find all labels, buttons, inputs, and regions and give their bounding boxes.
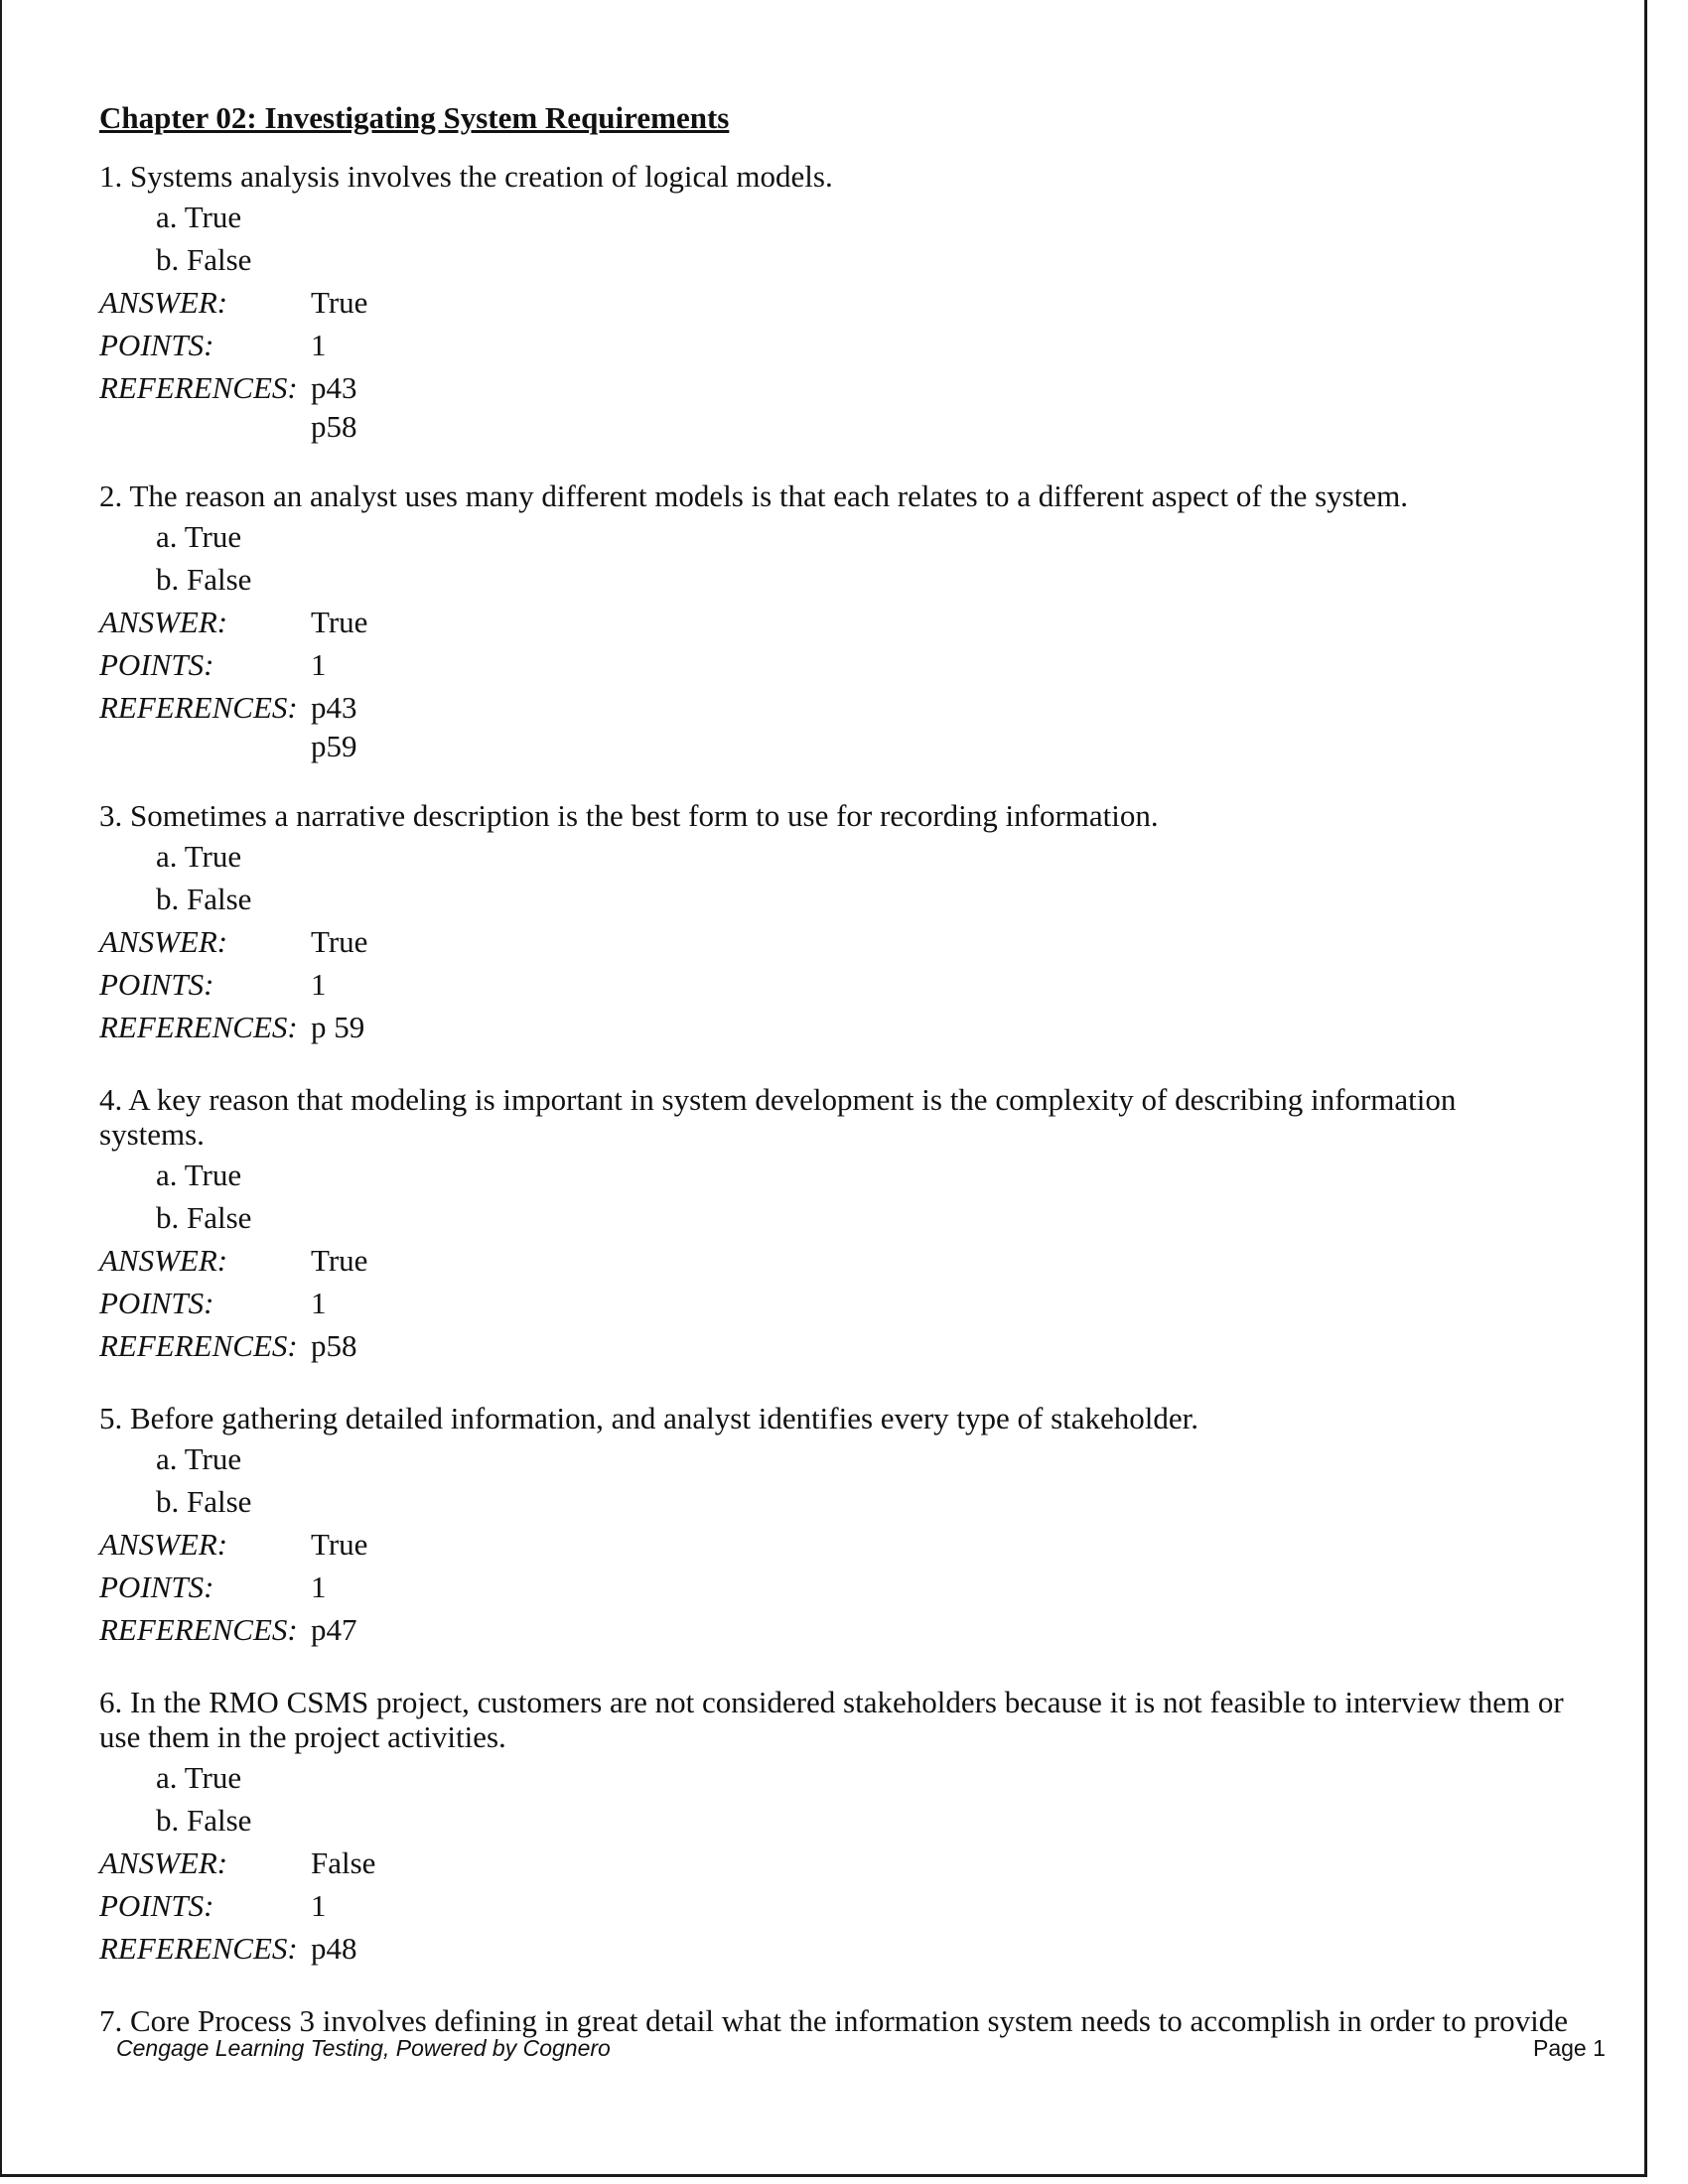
option-b: b. False	[156, 1803, 252, 1838]
points-row	[99, 963, 1569, 1006]
points-row	[99, 1282, 1569, 1324]
answer-row	[99, 1842, 1569, 1884]
option-a: a. True	[156, 1158, 242, 1192]
question-text: 2. The reason an analyst uses many different models is that each relates to a different aspect of the system.	[99, 478, 1408, 513]
answer-row	[99, 1239, 1569, 1282]
question-list	[99, 159, 1569, 2072]
options	[156, 196, 1569, 281]
reference: p43	[311, 370, 357, 405]
option-b: b. False	[156, 562, 252, 597]
reference: p47	[311, 1612, 357, 1647]
points-row	[99, 1566, 1569, 1608]
reference: p48	[311, 1931, 357, 1966]
answer-row	[99, 601, 1569, 643]
reference: p58	[311, 1328, 357, 1363]
question-4	[99, 1082, 1569, 1367]
points-row	[99, 643, 1569, 686]
points-row	[99, 1884, 1569, 1927]
question-7	[99, 2003, 1569, 2038]
reference: p59	[311, 729, 357, 763]
option-a: a. True	[156, 200, 242, 234]
question-text: 1. Systems analysis involves the creation of logical models.	[99, 159, 833, 194]
answer-value: True	[311, 924, 368, 959]
option-b: b. False	[156, 1484, 252, 1519]
question-5	[99, 1401, 1569, 1651]
references-label: REFERENCES:	[99, 370, 298, 405]
options	[156, 1437, 1569, 1523]
question-text: 4. A key reason that modeling is important in system development is the complexity of describing information systems.	[99, 1082, 1457, 1152]
references-row	[99, 686, 1569, 764]
references-label: REFERENCES:	[99, 1010, 298, 1044]
references-list	[311, 1608, 1569, 1651]
question-text: 7. Core Process 3 involves defining in great detail what the information system needs to accomplish in order to provide	[99, 2003, 1569, 2038]
references-list	[311, 1927, 1569, 1970]
answer-label: ANSWER:	[99, 1845, 228, 1880]
option-a: a. True	[156, 1441, 242, 1476]
points-label: POINTS:	[99, 1570, 214, 1604]
points-label: POINTS:	[99, 1888, 214, 1923]
references-row	[99, 1608, 1569, 1651]
references-row	[99, 1324, 1569, 1367]
question-3	[99, 798, 1569, 1048]
points-value: 1	[311, 967, 327, 1002]
options	[156, 835, 1569, 920]
question-text: 3. Sometimes a narrative description is the best form to use for recording information.	[99, 798, 1159, 833]
option-a: a. True	[156, 519, 242, 554]
references-label: REFERENCES:	[99, 1931, 298, 1966]
answer-label: ANSWER:	[99, 1527, 228, 1562]
points-value: 1	[311, 1570, 327, 1604]
points-label: POINTS:	[99, 967, 214, 1002]
option-a: a. True	[156, 839, 242, 874]
option-b: b. False	[156, 242, 252, 277]
points-label: POINTS:	[99, 647, 214, 682]
option-b: b. False	[156, 882, 252, 916]
references-row	[99, 1006, 1569, 1048]
answer-value: True	[311, 285, 368, 320]
points-value: 1	[311, 647, 327, 682]
answer-label: ANSWER:	[99, 285, 228, 320]
references-list	[311, 686, 1569, 764]
points-label: POINTS:	[99, 1286, 214, 1320]
answer-label: ANSWER:	[99, 1243, 228, 1278]
reference: p58	[311, 409, 357, 444]
points-label: POINTS:	[99, 328, 214, 362]
answer-row	[99, 920, 1569, 963]
references-list	[311, 366, 1569, 445]
option-a: a. True	[156, 1760, 242, 1795]
points-value: 1	[311, 1888, 327, 1923]
references-row	[99, 1927, 1569, 1970]
question-text: 5. Before gathering detailed information, and analyst identifies every type of stakeholder.	[99, 1401, 1199, 1435]
question-1	[99, 159, 1569, 445]
answer-row	[99, 281, 1569, 324]
answer-value: False	[311, 1845, 376, 1880]
answer-value: True	[311, 1527, 368, 1562]
points-row	[99, 324, 1569, 366]
options	[156, 1154, 1569, 1239]
references-list	[311, 1006, 1569, 1048]
reference: p 59	[311, 1010, 365, 1044]
references-label: REFERENCES:	[99, 1612, 298, 1647]
points-value: 1	[311, 328, 327, 362]
answer-row	[99, 1523, 1569, 1566]
references-label: REFERENCES:	[99, 1328, 298, 1363]
footer-credit: Cengage Learning Testing, Powered by Cognero	[116, 2035, 611, 2061]
options	[156, 515, 1569, 601]
answer-label: ANSWER:	[99, 605, 228, 639]
answer-label: ANSWER:	[99, 924, 228, 959]
answer-value: True	[311, 1243, 368, 1278]
question-text: 6. In the RMO CSMS project, customers are not considered stakeholders because it is not feasible to interview them or use them in the project activities.	[99, 1685, 1564, 1754]
answer-value: True	[311, 605, 368, 639]
options	[156, 1756, 1569, 1842]
chapter-title: Chapter 02: Investigating System Requirements	[99, 100, 730, 135]
reference: p43	[311, 690, 357, 725]
points-value: 1	[311, 1286, 327, 1320]
question-6	[99, 1685, 1569, 1970]
references-row	[99, 366, 1569, 445]
question-2	[99, 478, 1569, 764]
option-b: b. False	[156, 1200, 252, 1235]
references-label: REFERENCES:	[99, 690, 298, 725]
references-list	[311, 1324, 1569, 1367]
page-number: Page 1	[1533, 2035, 1606, 2061]
